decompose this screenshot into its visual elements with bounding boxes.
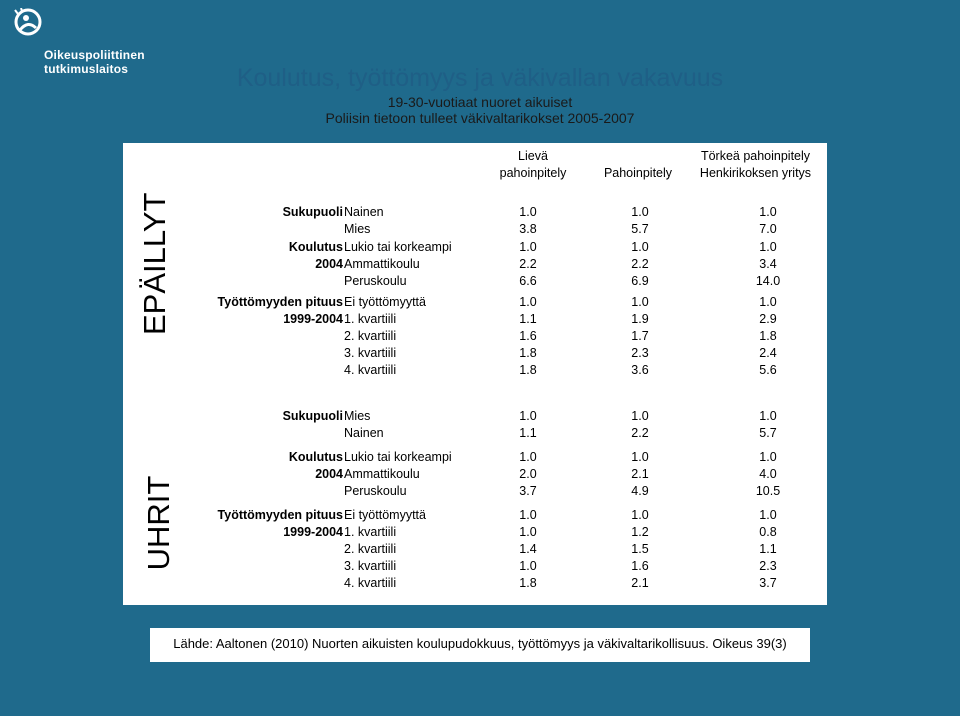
table-cell-value: 3.4	[759, 257, 777, 271]
page-header	[150, 62, 810, 126]
table-cell-value: 1.0	[519, 450, 537, 464]
table-cell-value: 4.0	[759, 467, 777, 481]
table-cell-value: 5.7	[759, 426, 777, 440]
table-cell-value: 5.7	[631, 222, 649, 236]
data-table	[123, 143, 827, 605]
row-subcategory-label: Mies	[344, 222, 371, 236]
table-cell-value: 1.0	[759, 295, 777, 309]
table-cell-value: 1.0	[759, 240, 777, 254]
table-cell-value: 2.3	[759, 559, 777, 573]
table-cell-value: 7.0	[759, 222, 777, 236]
row-subcategory-label: Ei työttömyyttä	[344, 508, 426, 522]
table-cell-value: 2.3	[631, 346, 649, 360]
table-cell-value: 2.2	[631, 257, 649, 271]
table-cell-value: 10.5	[755, 484, 781, 498]
row-category-label: 1999-2004	[283, 525, 343, 539]
row-subcategory-label: Peruskoulu	[344, 274, 407, 288]
table-cell-value: 1.0	[631, 205, 649, 219]
row-subcategory-label: Nainen	[344, 426, 384, 440]
row-subcategory-label: 1. kvartiili	[344, 525, 397, 539]
column-header-lieva-line1: Lievä	[518, 149, 548, 163]
table-cell-value: 5.6	[759, 363, 777, 377]
row-subcategory-label: Lukio tai korkeampi	[344, 450, 452, 464]
row-subcategory-label: Ammattikoulu	[344, 467, 420, 481]
table-cell-value: 1.7	[631, 329, 649, 343]
table-cell-value: 1.0	[519, 525, 537, 539]
column-header-lieva	[498, 148, 568, 182]
column-header-torkea	[693, 148, 818, 182]
row-category-label: Koulutus	[288, 240, 343, 254]
row-category-label: Koulutus	[288, 450, 343, 464]
table-cell-value: 1.4	[519, 542, 537, 556]
table-cell-value: 1.6	[631, 559, 649, 573]
table-cell-value: 2.4	[759, 346, 777, 360]
row-subcategory-label: 2. kvartiili	[344, 542, 397, 556]
subtitle-age: 19-30-vuotiaat nuoret aikuiset	[387, 94, 573, 110]
row-subcategory-label: Lukio tai korkeampi	[344, 240, 452, 254]
table-cell-value: 2.1	[631, 467, 649, 481]
table-cell-value: 1.0	[631, 409, 649, 423]
column-header-torkea-line2: Henkirikoksen yritys	[699, 166, 812, 180]
table-cell-value: 6.6	[519, 274, 537, 288]
table-cell-value: 1.8	[519, 363, 537, 377]
table-cell-value: 1.1	[759, 542, 777, 556]
section-label-uhrit: UHRIT	[141, 475, 176, 571]
table-cell-value: 1.0	[519, 295, 537, 309]
table-cell-value: 2.9	[759, 312, 777, 326]
column-header-torkea-line1: Törkeä pahoinpitely	[700, 149, 811, 163]
table-cell-value: 14.0	[755, 274, 781, 288]
row-subcategory-label: Nainen	[344, 205, 384, 219]
table-cell-value: 1.0	[519, 508, 537, 522]
table-cell-value: 1.0	[519, 205, 537, 219]
table-cell-value: 1.9	[631, 312, 649, 326]
table-cell-value: 1.0	[631, 295, 649, 309]
logo-text	[44, 48, 145, 76]
table-cell-value: 1.1	[519, 312, 537, 326]
table-cell-value: 3.7	[519, 484, 537, 498]
table-cell-value: 3.7	[759, 576, 777, 590]
row-category-label: 2004	[315, 467, 343, 481]
row-subcategory-label: 3. kvartiili	[344, 346, 397, 360]
source-citation: Lähde: Aaltonen (2010) Nuorten aikuisten koulupudokkuus, työttömyys ja väkivaltarikollisuus. Oikeus 39(3)	[150, 628, 810, 662]
table-cell-value: 1.0	[519, 409, 537, 423]
logo-line-2: tutkimuslaitos	[44, 62, 129, 76]
table-cell-value: 2.1	[631, 576, 649, 590]
table-cell-value: 1.8	[519, 346, 537, 360]
institute-logo	[14, 8, 145, 76]
logo-line-1: Oikeuspoliittinen	[44, 48, 145, 62]
row-subcategory-label: Ei työttömyyttä	[344, 295, 426, 309]
row-category-label: 2004	[315, 257, 343, 271]
table-cell-value: 2.2	[631, 426, 649, 440]
table-cell-value: 1.8	[759, 329, 777, 343]
row-subcategory-label: 4. kvartiili	[344, 576, 397, 590]
table-cell-value: 1.0	[631, 508, 649, 522]
table-cell-value: 3.8	[519, 222, 537, 236]
table-cell-value: 1.0	[519, 240, 537, 254]
table-cell-value: 0.8	[759, 525, 777, 539]
row-subcategory-label: Ammattikoulu	[344, 257, 420, 271]
table-cell-value: 2.0	[519, 467, 537, 481]
table-cell-value: 1.6	[519, 329, 537, 343]
row-subcategory-label: 1. kvartiili	[344, 312, 397, 326]
subtitle-scope: Poliisin tietoon tulleet väkivaltarikokset 2005-2007	[325, 110, 635, 126]
row-subcategory-label: 3. kvartiili	[344, 559, 397, 573]
row-category-label: Sukupuoli	[282, 409, 343, 423]
row-category-label: Työttömyyden pituus	[217, 295, 343, 309]
table-cell-value: 1.1	[519, 426, 537, 440]
row-subcategory-label: Peruskoulu	[344, 484, 407, 498]
row-category-label: Sukupuoli	[282, 205, 343, 219]
table-cell-value: 3.6	[631, 363, 649, 377]
table-cell-value: 1.0	[519, 559, 537, 573]
row-subcategory-label: 2. kvartiili	[344, 329, 397, 343]
table-cell-value: 1.0	[631, 240, 649, 254]
table-cell-value: 1.0	[631, 450, 649, 464]
table-cell-value: 1.5	[631, 542, 649, 556]
table-cell-value: 4.9	[631, 484, 649, 498]
column-header-lieva-line2: pahoinpitely	[499, 166, 567, 180]
row-subcategory-label: 4. kvartiili	[344, 363, 397, 377]
column-header-pahoinpitely: Pahoinpitely	[603, 166, 673, 180]
table-cell-value: 6.9	[631, 274, 649, 288]
row-category-label: 1999-2004	[283, 312, 343, 326]
table-cell-value: 1.0	[759, 409, 777, 423]
section-label-epaillyt: EPÄILLYT	[137, 192, 172, 335]
table-cell-value: 1.2	[631, 525, 649, 539]
table-cell-value: 1.0	[759, 205, 777, 219]
table-cell-value: 1.8	[519, 576, 537, 590]
row-subcategory-label: Mies	[344, 409, 371, 423]
table-cell-value: 1.0	[759, 450, 777, 464]
logo-emblem-icon	[14, 8, 54, 48]
row-category-label: Työttömyyden pituus	[217, 508, 343, 522]
table-cell-value: 2.2	[519, 257, 537, 271]
table-cell-value: 1.0	[759, 508, 777, 522]
page-title: Koulutus, työttömyys ja väkivallan vakavuus	[236, 64, 724, 92]
